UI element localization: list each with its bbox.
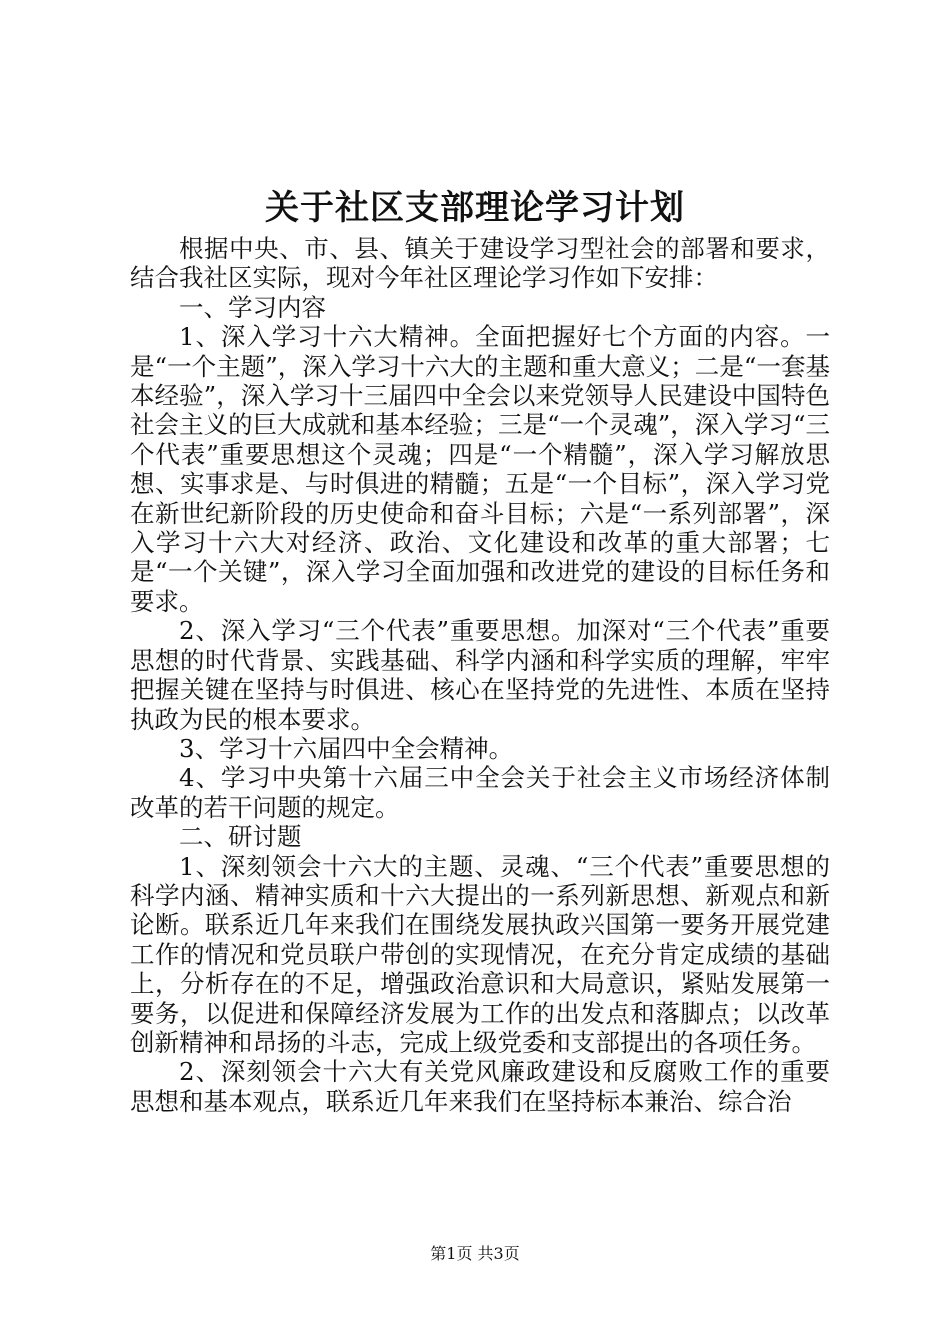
paragraph-item-3: 3、学习十六届四中全会精神。	[179, 733, 514, 763]
paragraph-topic-2: 2、深刻领会十六大有关党风廉政建设和反腐败工作的重要思想和基本观点，联系近几年来我们在坚持标本兼治、综合治	[130, 1057, 830, 1116]
paragraph-intro: 根据中央、市、县、镇关于建设学习型社会的部署和要求，结合我社区实际，现对今年社区理论学习作如下安排：	[130, 234, 830, 293]
heading-study-content: 一、学习内容	[179, 292, 326, 322]
document-body	[130, 234, 830, 1116]
document-title: 关于社区支部理论学习计划	[265, 188, 685, 228]
paragraph-item-1: 1、深入学习十六大精神。全面把握好七个方面的内容。一是“一个主题”，深入学习十六大的主题和重大意义；二是“一套基本经验”，深入学习十三届四中全会以来党领导人民建设中国特色社会主义的巨大成就和基本经验；三是“一个灵魂”，深入学习“三个代表”重要思想这个灵魂；四是“一个精髓”，深入学习解放思想、实事求是、与时俱进的精髓；五是“一个目标”，深入学习党在新世纪新阶段的历史使命和奋斗目标；六是“一系列部署”，深入学习十六大对经济、政治、文化建设和改革的重大部署；七是“一个关键”，深入学习全面加强和改进党的建设的目标任务和要求。	[130, 322, 830, 616]
paragraph-item-2: 2、深入学习“三个代表”重要思想。加深对“三个代表”重要思想的时代背景、实践基础、科学内涵和科学实质的理解，牢牢把握关键在坚持与时俱进、核心在坚持党的先进性、本质在坚持执政为民的根本要求。	[130, 616, 830, 734]
page-number: 第1页 共3页	[430, 1244, 520, 1263]
paragraph-topic-1: 1、深刻领会十六大的主题、灵魂、“三个代表”重要思想的科学内涵、精神实质和十六大提出的一系列新思想、新观点和新论断。联系近几年来我们在围绕发展执政兴国第一要务开展党建工作的情况和党员联户带创的实现情况，在充分肯定成绩的基础上，分析存在的不足，增强政治意识和大局意识，紧贴发展第一要务，以促进和保障经济发展为工作的出发点和落脚点；以改革创新精神和昂扬的斗志，完成上级党委和支部提出的各项任务。	[130, 851, 830, 1057]
heading-discussion-topics: 二、研讨题	[179, 822, 302, 852]
paragraph-item-4: 4、学习中央第十六届三中全会关于社会主义市场经济体制改革的若干问题的规定。	[130, 763, 830, 822]
